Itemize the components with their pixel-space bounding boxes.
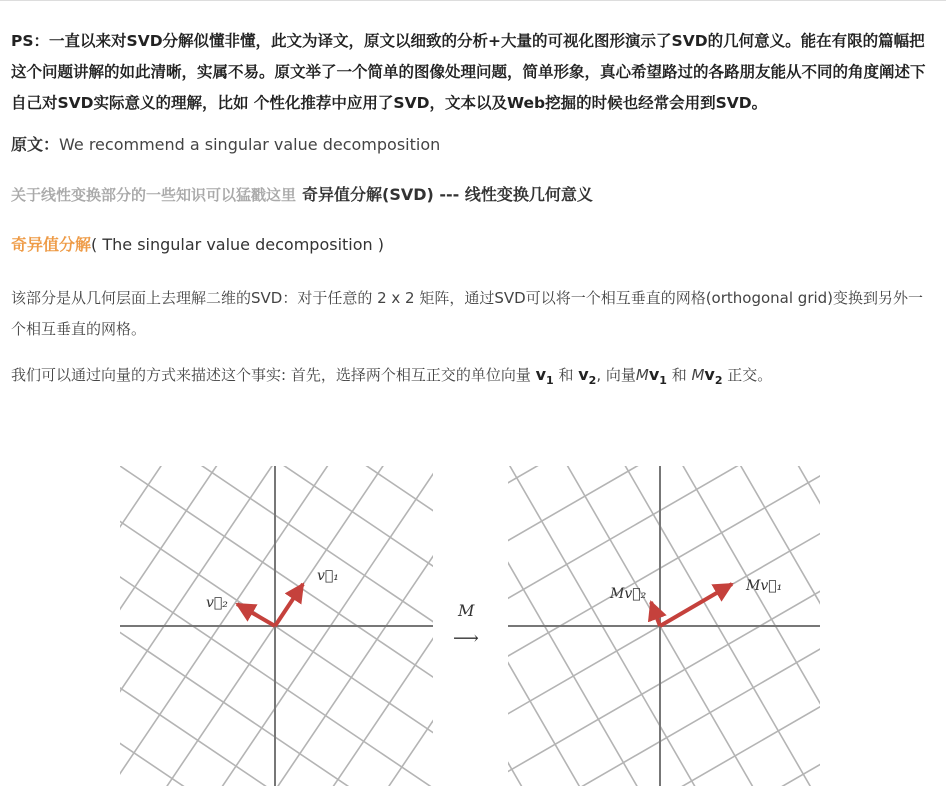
vector-v2: $v_2$ (578, 365, 597, 388)
vector-v1: $v_1$ (535, 365, 554, 388)
left-grid-line (120, 613, 509, 786)
related-gray-link[interactable]: 关于线性变换部分的一些知识可以猛戳这里 (11, 186, 297, 204)
right-grid-line (377, 636, 820, 786)
para2-text2: , 向量 (596, 366, 636, 384)
para2-text3: 正交。 (722, 366, 773, 384)
right-grid-line (127, 466, 820, 703)
article-body (11, 26, 936, 410)
right-grid-line (152, 466, 820, 746)
para2-and2: 和 (666, 366, 692, 384)
right-grid-line (427, 722, 820, 786)
right-grid-line (302, 506, 820, 786)
transform-arrow: ⟶ (453, 628, 479, 649)
label-mv1: Mv⃗₁ (746, 578, 783, 594)
para2-and1: 和 (553, 366, 579, 384)
left-grid-line (120, 651, 484, 786)
vector-mv1-arrow (660, 584, 732, 626)
para2-text1: 我们可以通过向量的方式来描述这个事实: 首先，选择两个相互正交的单位向量 (11, 366, 536, 384)
svd-grid-svg (120, 466, 820, 786)
left-grid-line (120, 499, 587, 786)
ps-label: PS： (11, 32, 50, 50)
label-mv2: Mv⃗₂ (610, 586, 647, 602)
related-article-link[interactable]: 奇异值分解(SVD) --- 线性变换几何意义 (302, 185, 593, 204)
section-title-cn: 奇异值分解 (11, 235, 92, 254)
ps-paragraph (11, 26, 936, 119)
paragraph-svd-intro: 该部分是从几何层面上去理解二维的SVD：对于任意的 2 x 2 矩阵，通过SVD可以将一个相互垂直的网格(orthogonal grid)变换到另外一个相互垂直的网格。 (11, 289, 924, 338)
related-line (11, 183, 936, 207)
paragraph-vectors (11, 359, 936, 396)
vector-mv1: $v_1$ (648, 365, 667, 388)
svd-grid-figure (120, 466, 820, 786)
original-line (11, 133, 936, 157)
section-heading (11, 233, 936, 257)
vector-mv2: $v_2$ (704, 365, 723, 388)
section-title-en: ( The singular value decomposition ) (91, 235, 384, 254)
para2-m2: M (691, 366, 705, 384)
vector-v1-arrow (275, 584, 303, 626)
transform-m-label: M (458, 601, 475, 620)
ps-text: 一直以来对SVD分解似懂非懂，此文为译文，原文以细致的分析+大量的可视化图形演示了SVD的几何意义。能在有限的篇幅把这个问题讲解的如此清晰，实属不易。原文举了一个简单的图像处理问题，简单形象，真心希望路过的各路朋友能从不同的角度阐述下自己对SVD实际意义的理解，比如 个性化推荐中应用了SVD，文本以及Web挖掘的时候也经常会用到SVD。 (11, 32, 926, 112)
top-divider (0, 0, 946, 1)
label-v2: v⃗₂ (206, 595, 228, 611)
left-grid-line (120, 537, 561, 786)
left-grid-line (120, 466, 820, 601)
left-grid-line (120, 466, 818, 715)
original-link[interactable]: We recommend a singular value decomposition (59, 135, 441, 154)
label-v1: v⃗₁ (317, 568, 339, 584)
para2-m1: M (635, 366, 649, 384)
vector-v2-arrow (237, 604, 275, 626)
original-label: 原文： (11, 135, 60, 154)
